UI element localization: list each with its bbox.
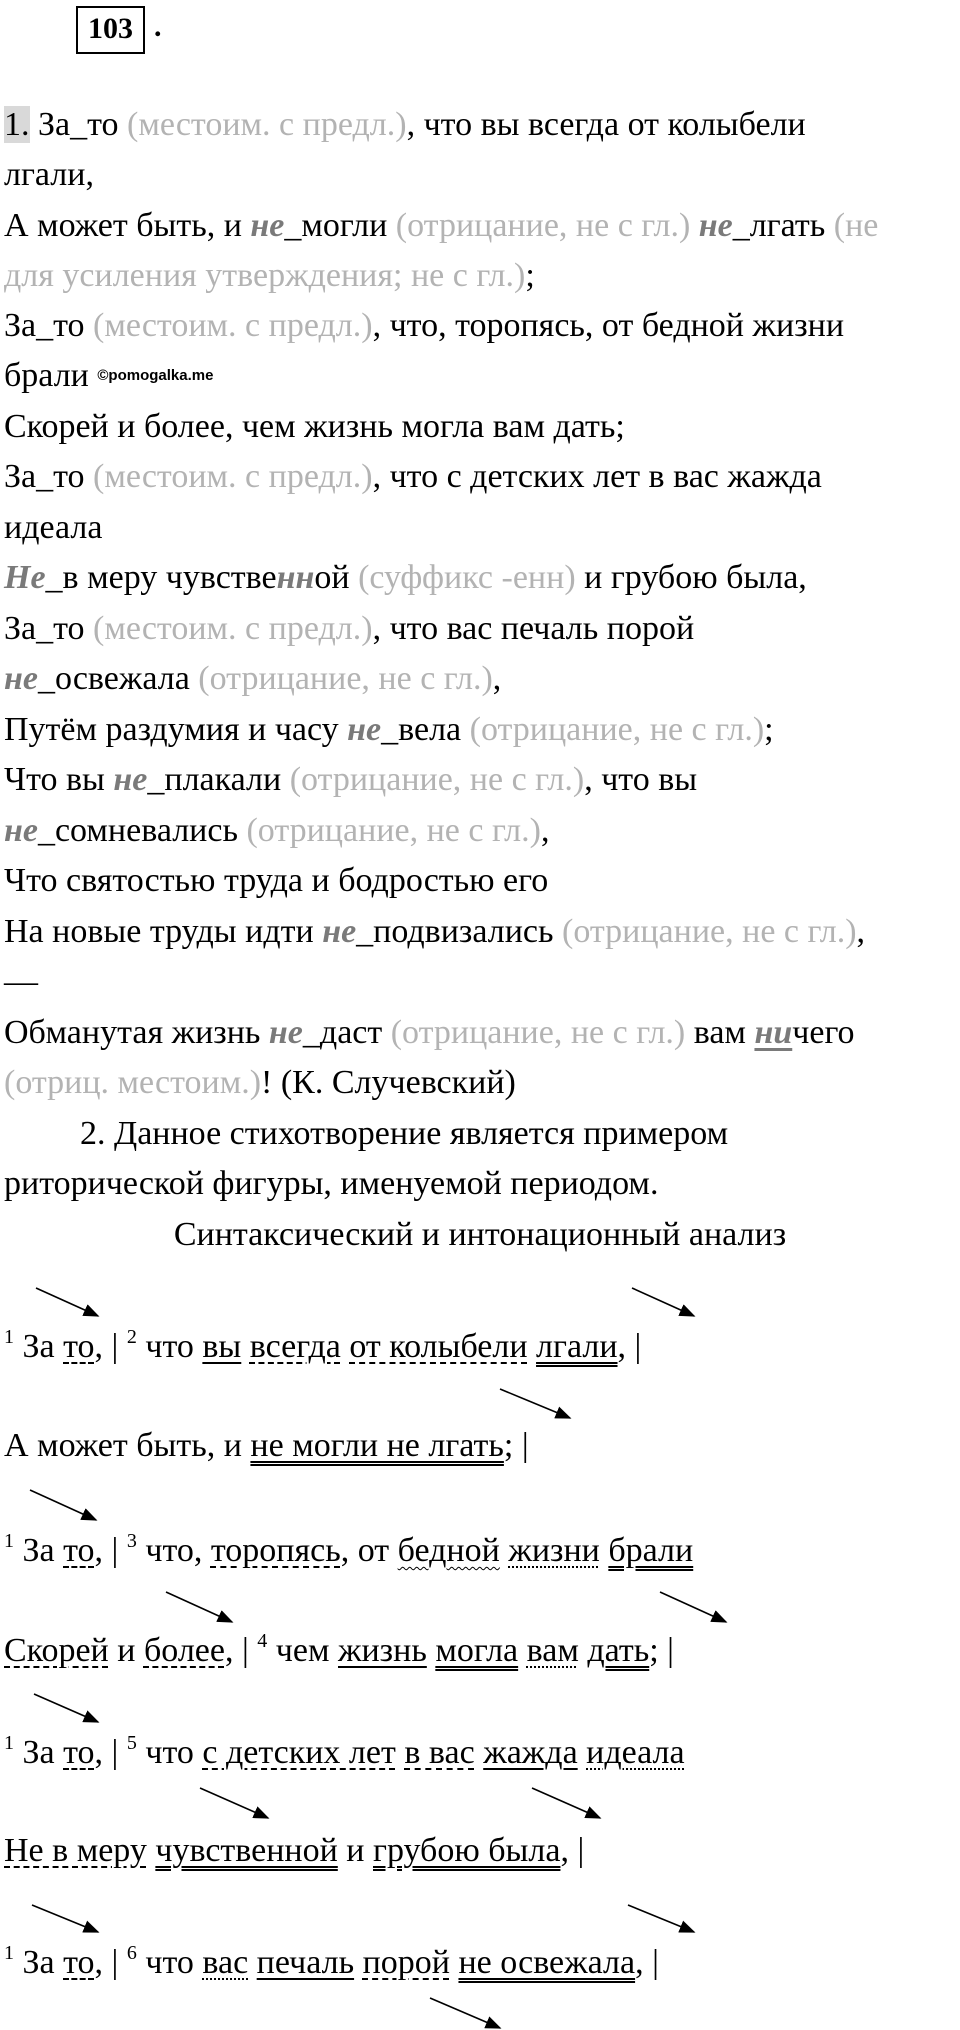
- predicate: чувственной: [155, 1832, 338, 1869]
- analysis-row-4: [4, 1630, 674, 1670]
- text: и: [337, 1832, 373, 1869]
- subject: жажда: [483, 1734, 578, 1771]
- text: , |: [94, 1532, 127, 1569]
- text: , от: [340, 1532, 398, 1569]
- particle: Не: [4, 559, 46, 596]
- text: [578, 1734, 587, 1771]
- text: Путём раздумия и часу: [4, 711, 348, 748]
- text: вам: [685, 1014, 755, 1051]
- clause-number: 1: [4, 1530, 14, 1552]
- text: [241, 1328, 250, 1365]
- poem-line-13: [4, 711, 774, 749]
- text: _подвизались: [356, 913, 563, 950]
- poem-line-5: [4, 307, 844, 345]
- subject: жизнь: [338, 1632, 427, 1669]
- text: чем: [267, 1632, 338, 1669]
- note: (отрицание, не с гл.): [289, 761, 585, 798]
- poem-line-3: [4, 207, 878, 245]
- text: [354, 1944, 363, 1981]
- text: _даст: [302, 1014, 391, 1051]
- note: (отрицание, не с гл.): [469, 711, 765, 748]
- adverbial: то: [63, 1532, 95, 1569]
- arrow: [532, 1788, 600, 1818]
- text: ,: [856, 913, 866, 950]
- text: ,: [492, 660, 502, 697]
- particle: не: [347, 711, 382, 748]
- text: [475, 1734, 484, 1771]
- poem-line-10: [4, 559, 807, 597]
- poem-line-14: [4, 761, 697, 799]
- watermark: ©pomogalka.me: [97, 367, 214, 384]
- object: идеала: [586, 1734, 685, 1771]
- note: (не: [833, 207, 879, 244]
- text: ; |: [649, 1632, 674, 1669]
- text: _вела: [381, 711, 470, 748]
- arrow: [632, 1288, 694, 1316]
- text: За: [14, 1734, 64, 1771]
- adverbial: торопясь: [210, 1532, 341, 1569]
- text: , что, торопясь, от бедной жизни: [372, 307, 845, 344]
- arrow: [32, 1905, 98, 1932]
- text: чего: [792, 1014, 855, 1051]
- predicate: не освежала: [458, 1944, 636, 1981]
- text: , |: [94, 1328, 127, 1365]
- particle: не: [322, 913, 357, 950]
- clause-number: 6: [126, 1942, 137, 1964]
- text: [248, 1944, 257, 1981]
- adverbial: Не в меру: [4, 1832, 147, 1869]
- text: брали: [4, 357, 98, 394]
- analysis-row-6: [4, 1832, 584, 1870]
- note: (местоим. с предл.): [93, 458, 373, 495]
- text: , |: [94, 1944, 127, 1981]
- poem-line-9: [4, 509, 102, 547]
- note: (суффикс -енн): [358, 559, 576, 596]
- adverbial: Скорей: [4, 1632, 109, 1669]
- text: ;: [525, 257, 535, 294]
- text: , |: [560, 1832, 585, 1869]
- particle: не: [4, 812, 38, 849]
- particle: не: [113, 761, 148, 798]
- clause-number: 4: [257, 1630, 268, 1652]
- adverbial: от колыбели: [349, 1328, 528, 1365]
- predicate: дать: [587, 1632, 650, 1669]
- arrow: [628, 1905, 694, 1932]
- subject: печаль: [256, 1944, 355, 1981]
- text: _плакали: [147, 761, 290, 798]
- prefix-letters: ни: [754, 1014, 793, 1051]
- text: лгали,: [4, 156, 94, 193]
- analysis-row-5: [4, 1732, 685, 1772]
- arrow: [200, 1788, 268, 1818]
- text: На новые труды идти: [4, 913, 323, 950]
- text: идеала: [4, 509, 103, 546]
- note: (местоим. с предл.): [127, 106, 407, 143]
- adverbial: всегда: [249, 1328, 341, 1365]
- note: (местоим. с предл.): [93, 307, 373, 344]
- analysis-row-1: [4, 1326, 641, 1366]
- text: , что вы: [584, 761, 698, 798]
- predicate: брали: [608, 1532, 694, 1569]
- note: (отриц. местоим.): [4, 1064, 262, 1101]
- clause-number: 1: [4, 1732, 14, 1754]
- poem-line-19: [4, 1014, 855, 1052]
- arrow: [430, 1998, 500, 2028]
- poem-line-17: [4, 913, 865, 951]
- text: , что с детских лет в вас жажда: [372, 458, 822, 495]
- poem-line-4: [4, 257, 535, 295]
- note: (отрицание, не с гл.): [390, 1014, 686, 1051]
- text: , что вы всегда от колыбели: [406, 106, 806, 143]
- text: За: [14, 1532, 64, 1569]
- clause-number: 1: [4, 1326, 14, 1348]
- predicate: лгали: [536, 1328, 618, 1365]
- analysis-row-3: [4, 1530, 693, 1570]
- text: Что вы: [4, 761, 114, 798]
- note: для усиления утверждения; не с гл.): [4, 257, 526, 294]
- text: ,: [540, 812, 550, 849]
- poem-line-16: [4, 862, 548, 900]
- poem-line-11: [4, 610, 694, 648]
- particle: не: [250, 207, 285, 244]
- object: жизни: [508, 1532, 600, 1569]
- text: —: [4, 963, 38, 1000]
- text: ;: [764, 711, 774, 748]
- text: За_то: [4, 307, 94, 344]
- text: что: [136, 1328, 203, 1365]
- arrow: [34, 1694, 98, 1722]
- arrow: [166, 1592, 232, 1622]
- text: А может быть, и: [4, 1427, 251, 1464]
- adverbial: в вас: [404, 1734, 475, 1771]
- attribute: бедной: [397, 1532, 500, 1569]
- text: Скорей и более, чем жизнь могла вам дать;: [4, 408, 625, 445]
- text: , |: [635, 1944, 659, 1981]
- text: _лгать: [732, 207, 834, 244]
- text: За: [14, 1328, 64, 1365]
- text: ; |: [503, 1427, 529, 1464]
- poem-line-7: [4, 408, 625, 446]
- text: _освежала: [37, 660, 199, 697]
- part2-paragraph-line-1: 2. Данное стихотворение является примером: [80, 1115, 729, 1152]
- analysis-row-7: [4, 1942, 659, 1982]
- clause-number: 5: [126, 1732, 137, 1754]
- text: , что вас печаль порой: [372, 610, 695, 647]
- text: За: [14, 1944, 64, 1981]
- text: Обманутая жизнь: [4, 1014, 269, 1051]
- arrow: [30, 1490, 96, 1520]
- item-number: 1.: [4, 106, 30, 143]
- adverbial: то: [63, 1944, 95, 1981]
- predicate: могла: [435, 1632, 519, 1669]
- text: и: [108, 1632, 144, 1669]
- note: (отрицание, не с гл.): [562, 913, 857, 950]
- text: Что святостью труда и бодростью его: [4, 862, 549, 899]
- poem-line-6: [4, 357, 213, 395]
- arrow: [660, 1592, 726, 1622]
- text: А может быть, и: [4, 207, 251, 244]
- text: , |: [617, 1328, 642, 1365]
- text: ой: [314, 559, 359, 596]
- note: (отрицание, не с гл.): [246, 812, 541, 849]
- poem-line-20: [4, 1064, 516, 1102]
- note: (отрицание, не с гл.): [395, 207, 699, 244]
- adverbial: порой: [362, 1944, 450, 1981]
- text: что: [136, 1734, 203, 1771]
- predicate: грубою была: [373, 1832, 561, 1869]
- task-number: 103: [76, 6, 145, 54]
- object: вас: [202, 1944, 249, 1981]
- adverbial: с детских лет: [202, 1734, 396, 1771]
- subject: вы: [202, 1328, 242, 1365]
- text: , |: [94, 1734, 127, 1771]
- text: _в меру чувстве: [45, 559, 277, 596]
- clause-number: 3: [126, 1530, 137, 1552]
- text: _могли: [284, 207, 396, 244]
- text: За_то: [4, 610, 94, 647]
- object: вам: [526, 1632, 579, 1669]
- analysis-heading: Синтаксический и интонационный анализ: [173, 1216, 787, 1253]
- poem-line-8: [4, 458, 822, 496]
- text: что,: [136, 1532, 211, 1569]
- arrow: [500, 1389, 570, 1418]
- part2-paragraph-line-2: риторической фигуры, именуемой периодом.: [4, 1165, 659, 1202]
- clause-number: 1: [4, 1942, 14, 1964]
- task-number-dot: .: [154, 10, 162, 43]
- note: (местоим. с предл.): [93, 610, 373, 647]
- particle: не: [4, 660, 38, 697]
- text: ! (К. Случевский): [261, 1064, 516, 1101]
- poem-line-18: [4, 963, 38, 1001]
- text: и грубою была,: [575, 559, 807, 596]
- poem-line-2: [4, 156, 94, 194]
- text: [518, 1632, 527, 1669]
- text: За_то: [4, 458, 94, 495]
- particle: не: [268, 1014, 303, 1051]
- text: За_то: [29, 106, 128, 143]
- poem-line-1: [4, 106, 806, 144]
- poem-line-12: [4, 660, 501, 698]
- adverbial: то: [63, 1328, 95, 1365]
- text: _сомневались: [37, 812, 247, 849]
- text: [528, 1328, 537, 1365]
- arrow: [36, 1288, 98, 1316]
- text: , |: [224, 1632, 258, 1669]
- suffix-letters: нн: [276, 559, 315, 596]
- analysis-row-2: [4, 1427, 529, 1465]
- predicate: не могли не лгать: [250, 1427, 504, 1464]
- adverbial: то: [63, 1734, 95, 1771]
- adverbial: более: [143, 1632, 225, 1669]
- poem-line-15: [4, 812, 549, 850]
- clause-number: 2: [126, 1326, 137, 1348]
- text: что: [136, 1944, 203, 1981]
- particle: не: [698, 207, 733, 244]
- note: (отрицание, не с гл.): [198, 660, 493, 697]
